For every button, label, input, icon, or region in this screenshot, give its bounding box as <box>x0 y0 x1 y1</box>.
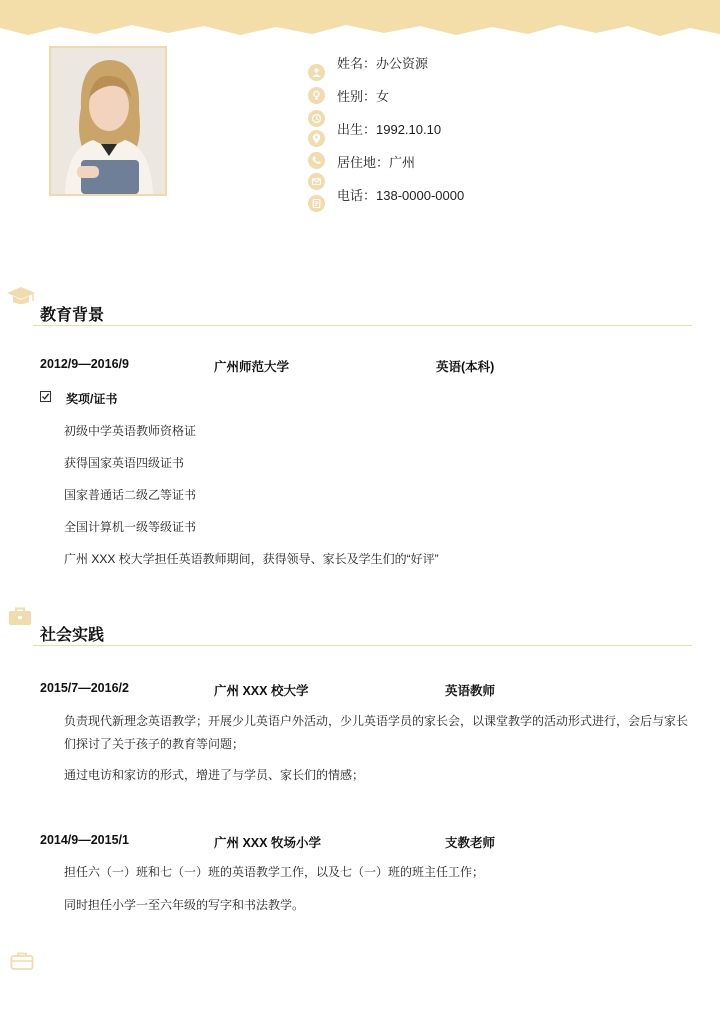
practice-period: 2015/7—2016/2 <box>40 681 129 695</box>
award-item: 国家普通话二级乙等证书 <box>64 488 197 502</box>
practice-org: 广州 XXX 牧场小学 <box>214 836 321 850</box>
info-phone: 电话：138-0000-0000 <box>337 188 465 203</box>
practice-desc: 通过电访和家访的形式，增进了与学员、家长们的情感； <box>64 768 365 782</box>
award-item: 获得国家英语四级证书 <box>64 456 185 470</box>
practice-org: 广州 XXX 校大学 <box>214 684 309 698</box>
profile-photo <box>49 46 167 196</box>
briefcase-icon <box>8 606 32 626</box>
practice-role: 支教老师 <box>445 836 496 850</box>
email-icon <box>308 173 325 190</box>
top-decorative-band <box>0 0 720 44</box>
info-name: 姓名：办公资源 <box>337 56 429 71</box>
practice-title: 社会实践 <box>40 627 105 644</box>
practice-divider <box>33 645 692 646</box>
practice-desc: 同时担任小学一至六年级的写字和书法教学。 <box>64 898 305 912</box>
practice-desc: 负责现代新理念英语教学；开展少儿英语户外活动，少儿英语学员的家长会，以课堂教学的活动形式进行，会后与家长们探讨了关于孩子的教育等问题； <box>64 714 689 751</box>
graduation-cap-icon <box>6 285 36 307</box>
info-birth: 出生：1992.10.10 <box>337 122 442 137</box>
phone-icon <box>308 152 325 169</box>
award-item: 初级中学英语教师资格证 <box>64 424 197 438</box>
education-divider <box>33 325 692 326</box>
user-icon <box>308 64 325 81</box>
education-title: 教育背景 <box>40 307 105 324</box>
clock-icon <box>308 110 325 127</box>
award-item: 全国计算机一级等级证书 <box>64 520 197 534</box>
checkbox-icon <box>40 391 51 402</box>
suitcase-icon <box>10 951 34 971</box>
award-item: 广州 XXX 校大学担任英语教师期间，获得领导、家长及学生们的“好评” <box>64 552 439 566</box>
education-period: 2012/9—2016/9 <box>40 357 129 371</box>
info-residence: 居住地：广州 <box>337 155 416 170</box>
practice-role: 英语教师 <box>445 684 496 698</box>
practice-period: 2014/9—2015/1 <box>40 833 129 847</box>
document-icon <box>308 195 325 212</box>
education-school: 广州师范大学 <box>214 360 290 374</box>
info-gender: 性别：女 <box>337 89 390 104</box>
education-major: 英语(本科) <box>436 360 495 374</box>
location-icon <box>308 130 325 147</box>
gender-icon <box>308 87 325 104</box>
awards-title: 奖项/证书 <box>66 392 118 406</box>
practice-desc: 担任六（一）班和七（一）班的英语教学工作，以及七（一）班的班主任工作； <box>64 865 485 879</box>
